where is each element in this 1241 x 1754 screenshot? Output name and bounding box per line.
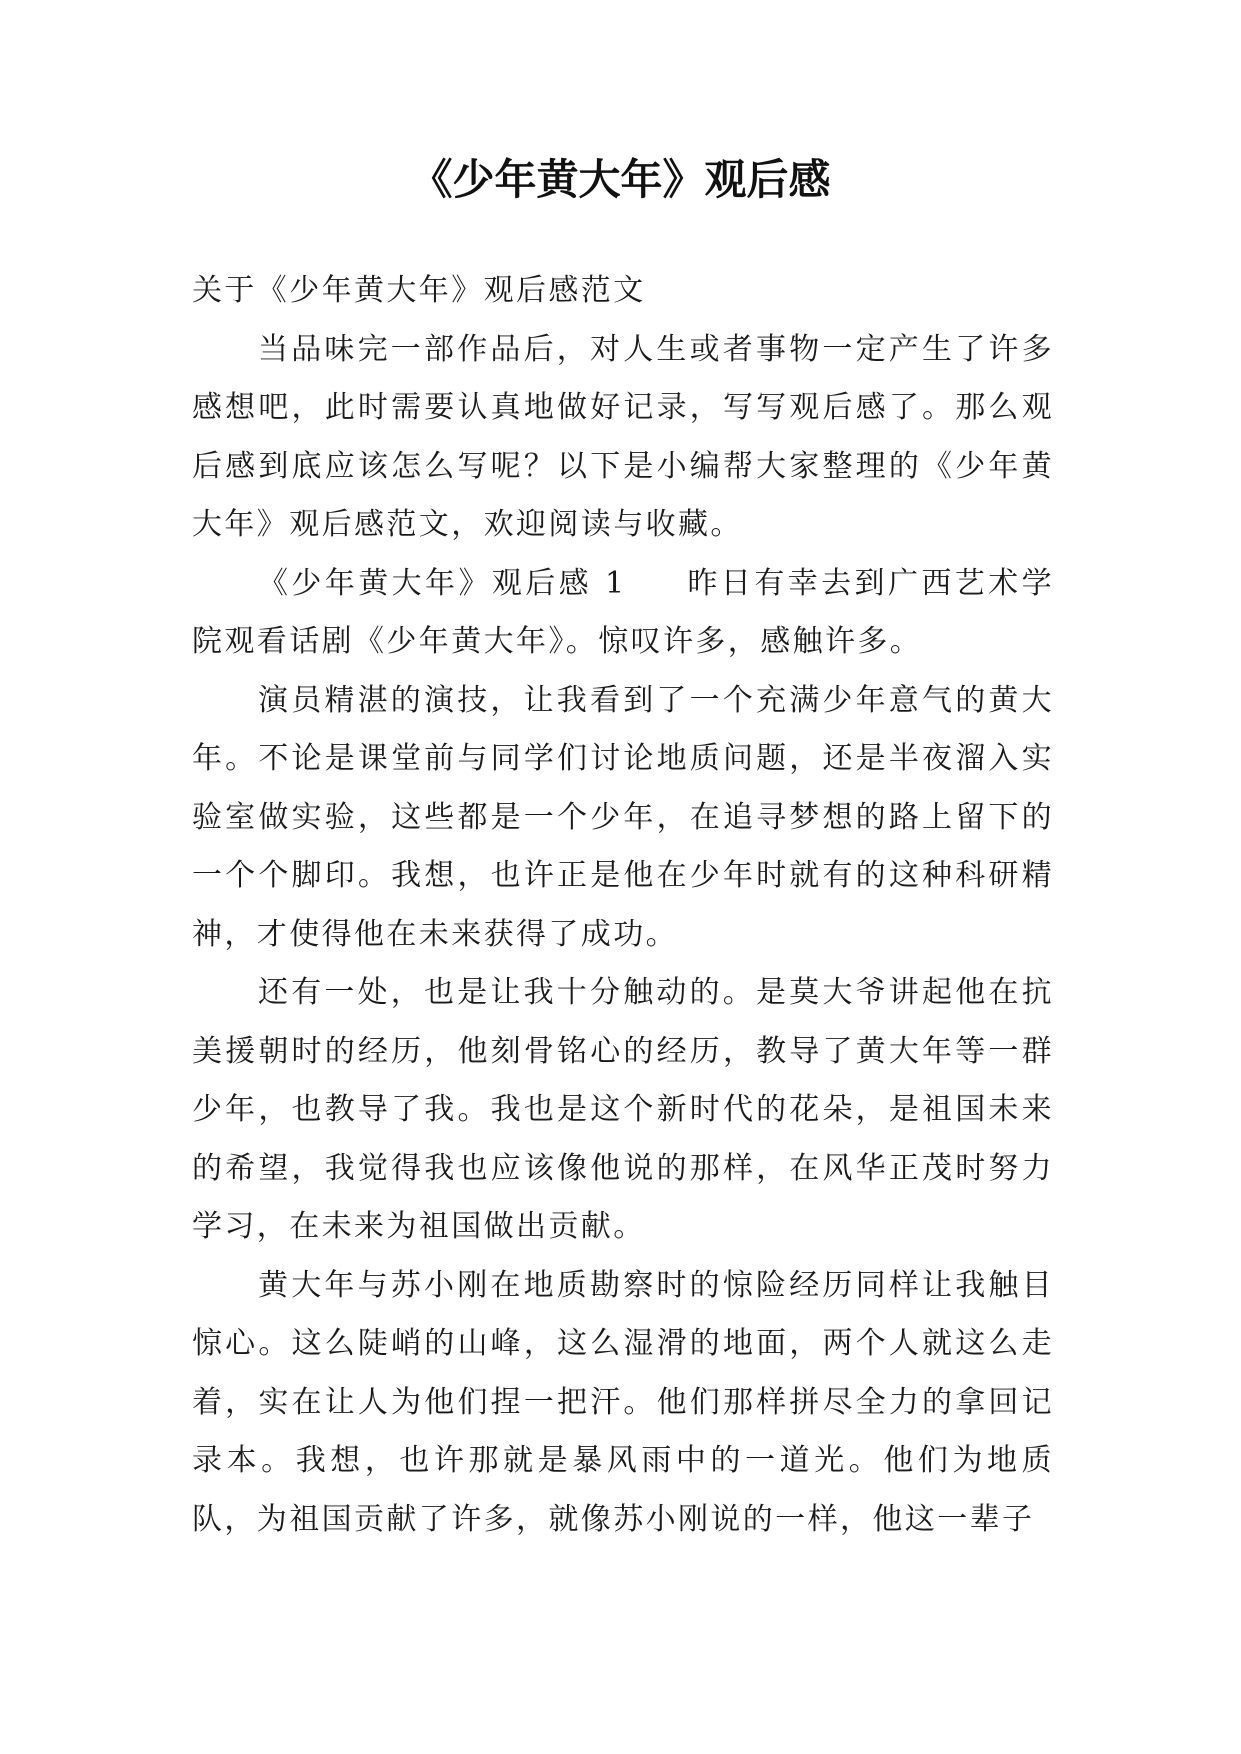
section-1-text: 昨日有幸去到广西艺术学院观看话剧《少年黄大年》。惊叹许多，感触许多。 xyxy=(192,565,1054,659)
body-paragraph: 还有一处，也是让我十分触动的。是莫大爷讲起他在抗美援朝时的经历，他刻骨铭心的经历，教导了黄大年等一群少年，也教导了我。我也是这个新时代的花朵，是祖国未来的希望，我觉得我也应该像他说的那样，在风华正茂时努力学习，在未来为祖国做出贡献。 xyxy=(192,975,1054,1244)
document-title: 《少年黄大年》观后感 xyxy=(410,155,831,204)
document-subtitle: 关于《少年黄大年》观后感范文 xyxy=(192,273,646,308)
section-1-heading: 《少年黄大年》观后感 1 xyxy=(258,565,627,601)
body-paragraph: 演员精湛的演技，让我看到了一个充满少年意气的黄大年。不论是课堂前与同学们讨论地质问题，还是半夜溜入实验室做实验，这些都是一个少年，在追寻梦想的路上留下的一个个脚印。我想，也许正是他在少年时就有的这种科研精神，才使得他在未来获得了成功。 xyxy=(192,682,1054,952)
body-paragraph: 黄大年与苏小刚在地质勘察时的惊险经历同样让我触目惊心。这么陡峭的山峰，这么湿滑的地面，两个人就这么走着，实在让人为他们捏一把汗。他们那样拼尽全力的拿回记录本。我想，也许那就是暴风雨中的一道光。他们为地质队，为祖国贡献了许多，就像苏小刚说的一样，他这一辈子 xyxy=(192,1267,1054,1537)
section-1-paragraph xyxy=(192,555,1054,672)
intro-paragraph: 当品味完一部作品后，对人生或者事物一定产生了许多感想吧，此时需要认真地做好记录，写写观后感了。那么观后感到底应该怎么写呢？以下是小编帮大家整理的《少年黄大年》观后感范文，欢迎阅读与收藏。 xyxy=(192,331,1054,542)
document-body xyxy=(192,262,1054,1549)
